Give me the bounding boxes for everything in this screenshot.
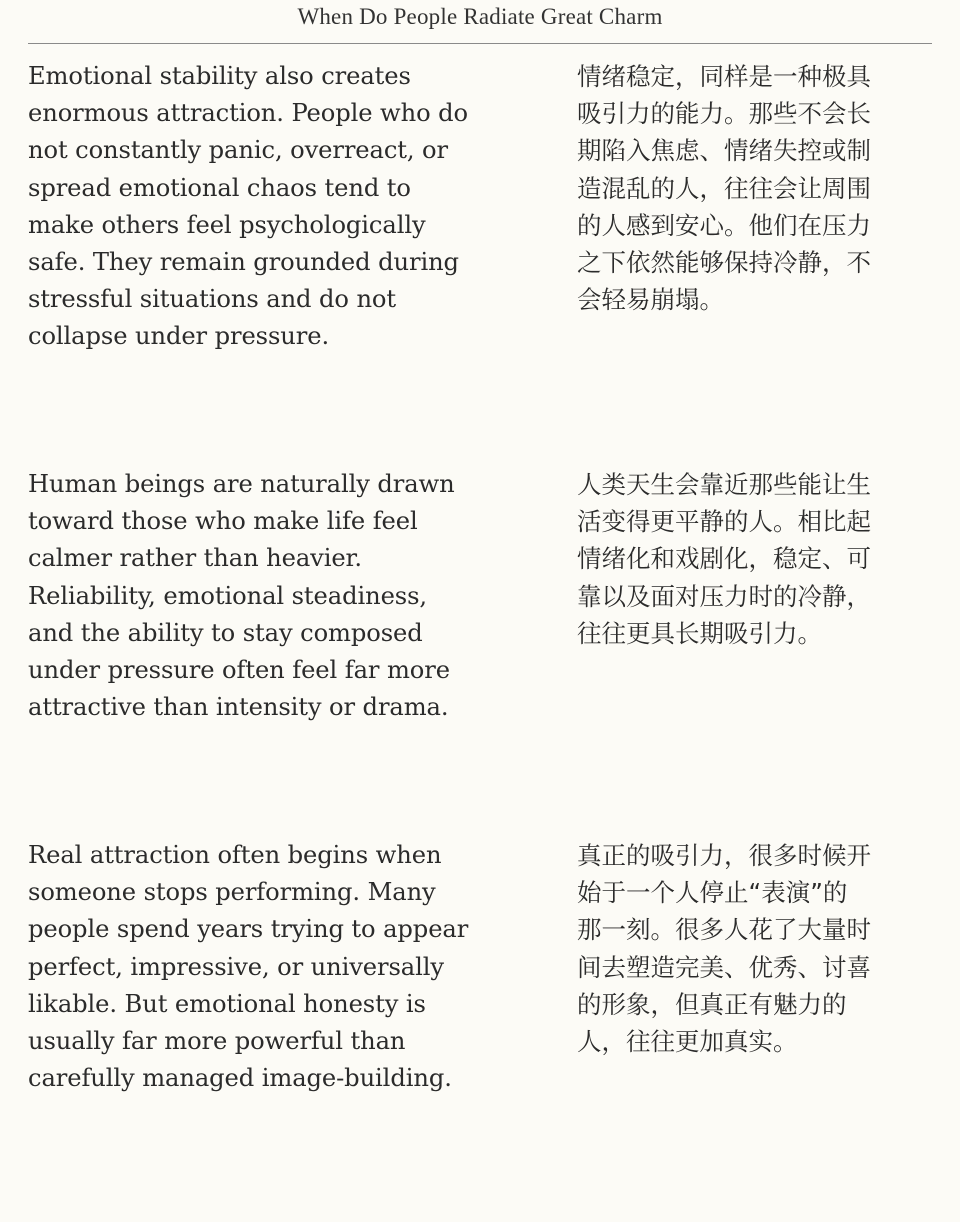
chinese-paragraph: 真正的吸引力，很多时候开 始于一个人停止“表演”的 那一刻。很多人花了大量时 间去塑造完美、优秀、讨喜 的形象，但真正有魅力的 人，往往更加真实。 xyxy=(577,841,871,1057)
title-divider xyxy=(28,43,932,44)
page-title: When Do People Radiate Great Charm xyxy=(297,4,663,29)
chinese-paragraph: 人类天生会靠近那些能让生 活变得更平静的人。相比起 情绪化和戏剧化，稳定、可 靠以及面对压力时的冷静， 往往更具长期吸引力。 xyxy=(577,470,871,648)
chinese-paragraph: 情绪稳定，同样是一种极具 吸引力的能力。那些不会长 期陷入焦虑、情绪失控或制 造混乱的人，往往会让周围 的人感到安心。他们在压力 之下依然能够保持冷静，不 会轻易崩塌。 xyxy=(577,62,871,315)
english-paragraph: Emotional stability also creates enormous attraction. People who do not constantly panic, overreact, or spread emotional chaos tend to make others feel psychologically safe. They remain grounded during stressful situations and do not collapse under pressure. xyxy=(28,62,469,351)
english-paragraph: Human beings are naturally drawn toward those who make life feel calmer rather than heavier. Reliability, emotional steadiness, and the ability to stay composed under pressure often feel far more attractive than intensity or drama. xyxy=(28,470,455,722)
english-paragraph: Real attraction often begins when someone stops performing. Many people spend years trying to appear perfect, impressive, or universally likable. But emotional honesty is usually far more powerful than carefully managed image-building. xyxy=(28,841,469,1093)
